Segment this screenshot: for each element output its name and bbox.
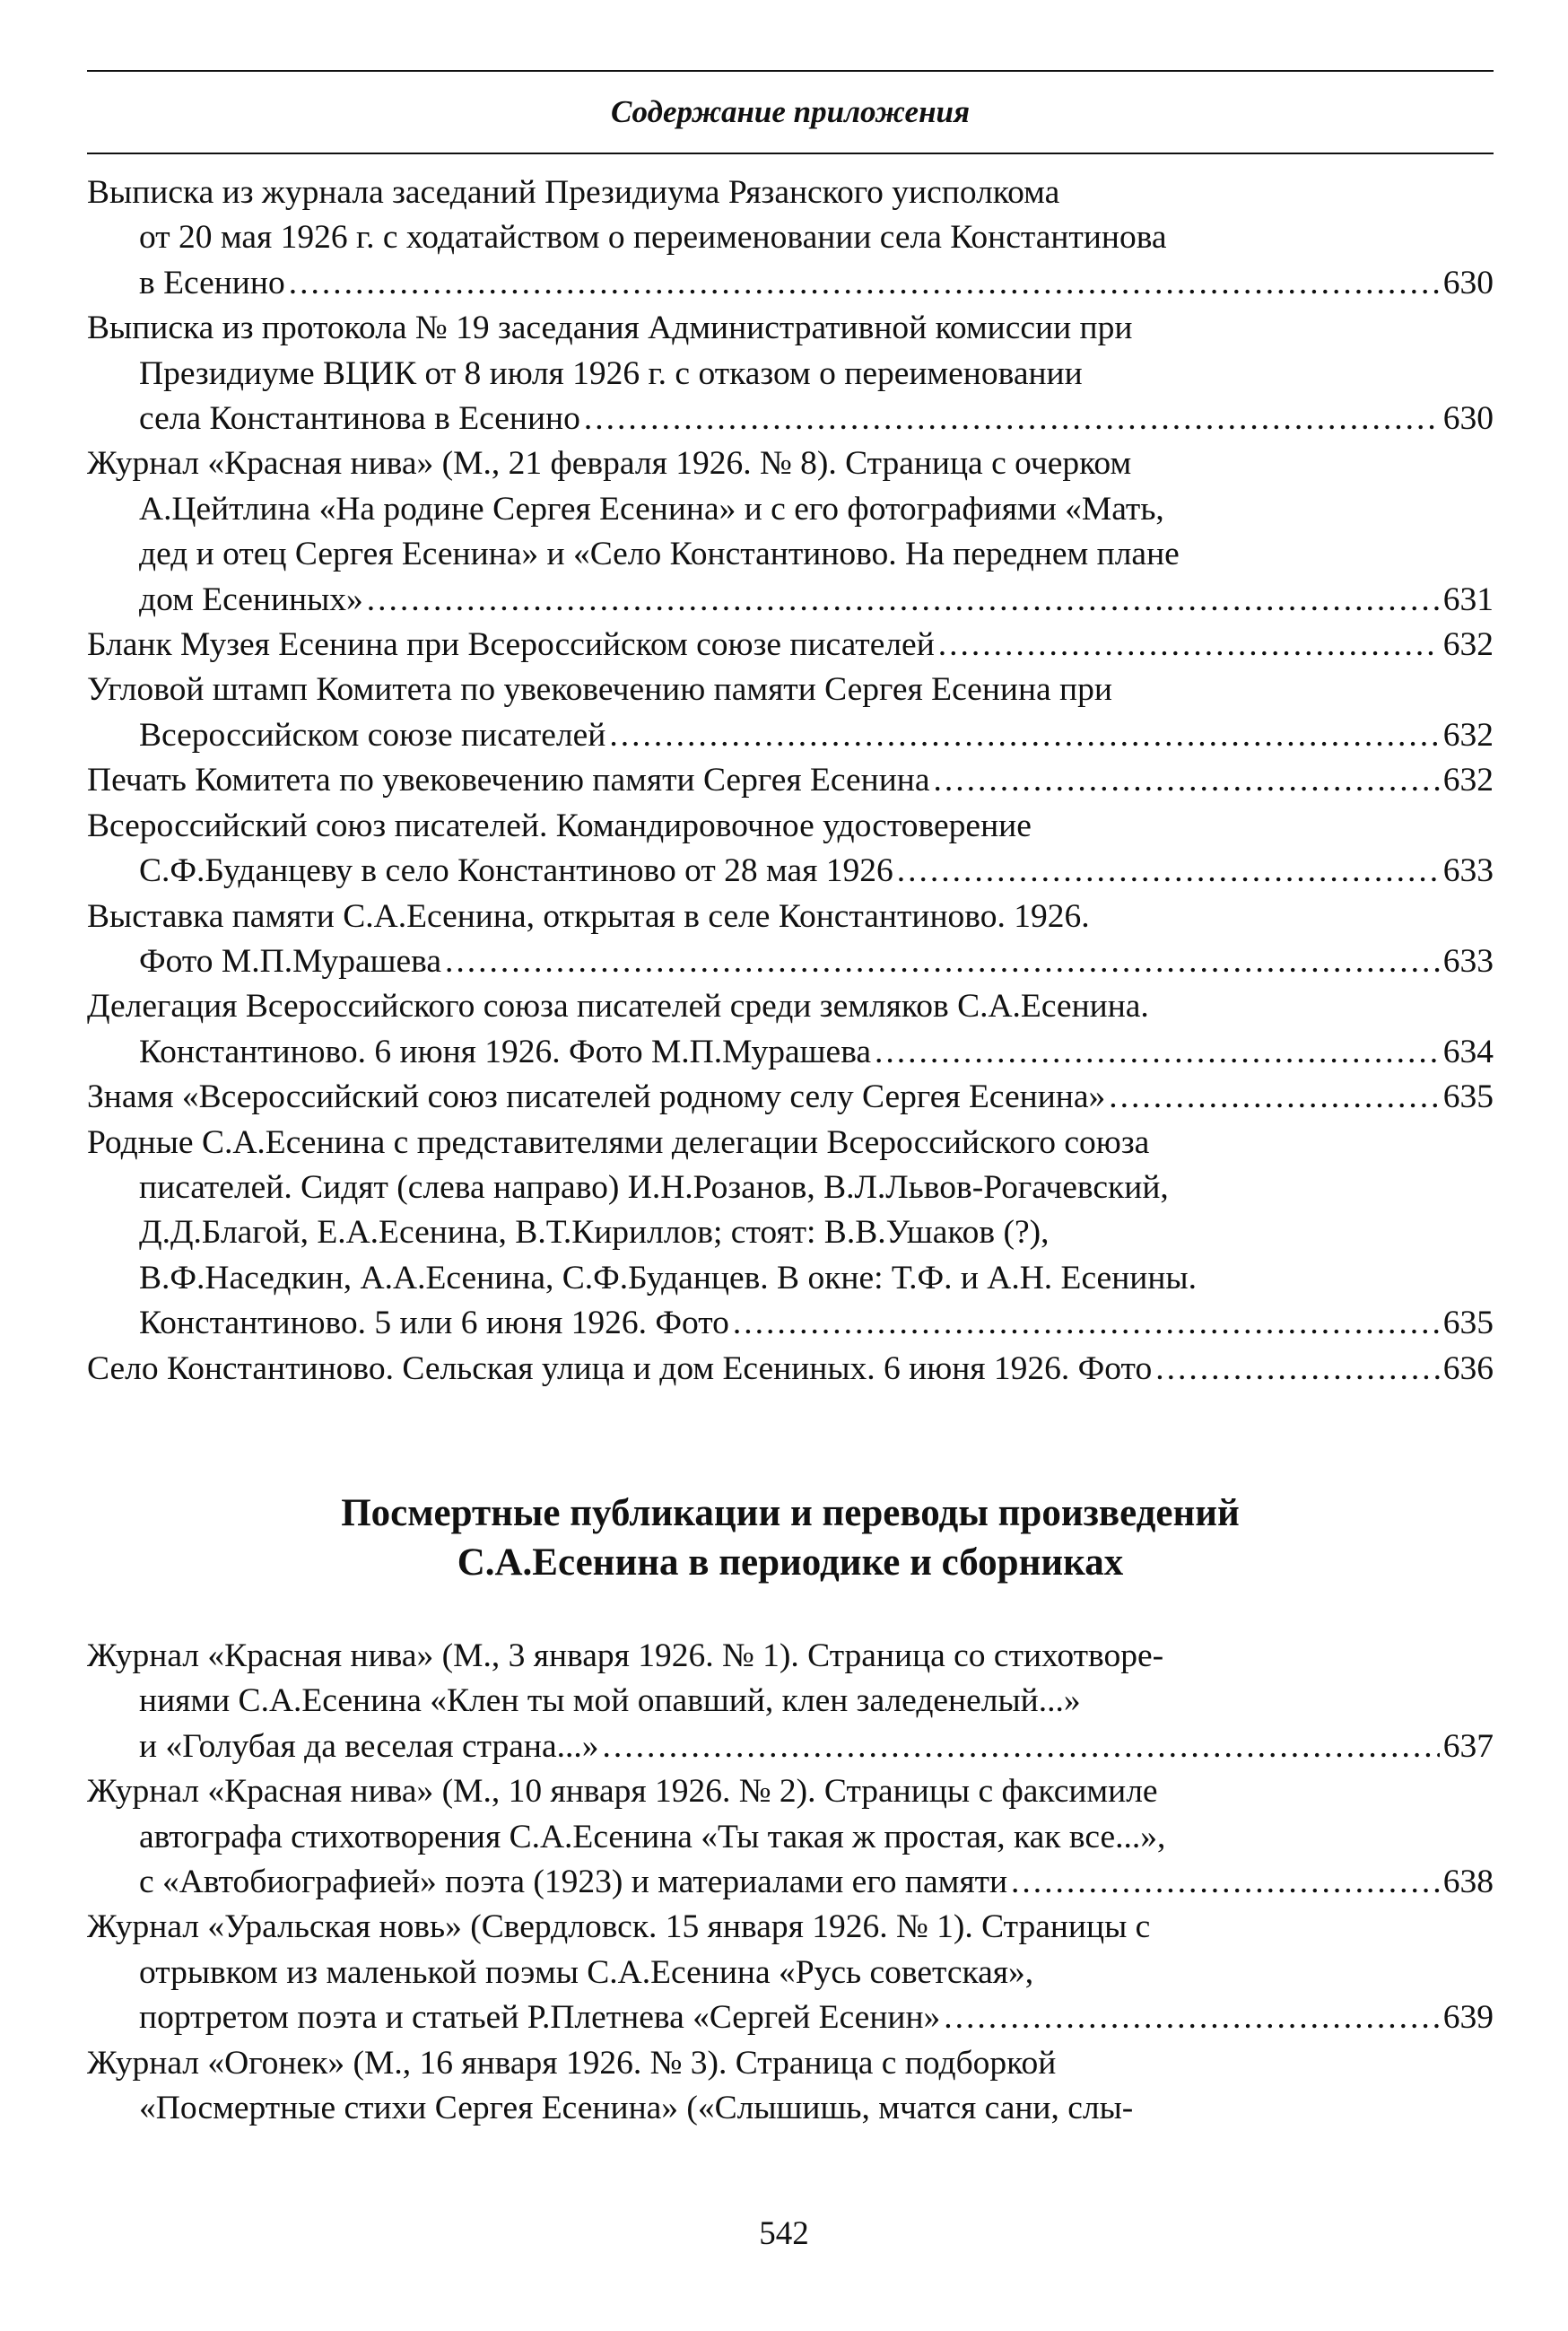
toc-entry-line: писателей. Сидят (слева направо) И.Н.Розанов, В.Л.Львов-Рогачевский, [139,1168,1169,1206]
toc-entry-line: Журнал «Красная нива» (М., 21 февраля 1926. № 8). Страница с очерком [87,445,1132,483]
toc-entry-text: Фото М.П.Мурашева [139,942,442,980]
section-table-of-contents [87,1634,1494,2131]
toc-entry [87,2041,1494,2132]
toc-entry-line: Всероссийский союз писателей. Командировочное удостоверение [87,807,1032,844]
toc-page-number: 632 [1442,762,1494,799]
toc-entry-text: портретом поэта и статьей Р.Плетнева «Сергей Есенин» [139,1999,941,2037]
toc-page-number: 632 [1442,716,1494,754]
toc-entry-line: Угловой штамп Комитета по увековечению памяти Сергея Есенина при [87,671,1112,709]
toc-entry-line: ниями С.А.Есенина «Клен ты мой опавший, клен заледенелый...» [139,1682,1081,1720]
toc-entry [87,984,1494,1075]
toc-entry [87,804,1494,895]
toc-page-number: 635 [1442,1305,1494,1342]
toc-entry-text: села Константинова в Есенино [139,400,580,438]
toc-entry [87,441,1494,623]
toc-entry-line: Выписка из протокола № 19 заседания Административной комиссии при [87,310,1133,347]
toc-entry-line: Журнал «Красная нива» (М., 10 января 1926. № 2). Страницы с факсимиле [87,1773,1158,1811]
dot-leader [445,939,1440,984]
dot-leader [1155,1347,1440,1392]
toc-entry-last-line [87,1995,1494,2040]
dot-leader [1011,1860,1440,1905]
toc-entry-last-line [87,758,1494,803]
toc-entry-text: Константиново. 5 или 6 июня 1926. Фото [139,1305,729,1342]
toc-entry-line: Выставка памяти С.А.Есенина, открытая в селе Константиново. 1926. [87,897,1090,935]
toc-entry-text: Всероссийском союзе писателей [139,716,606,754]
page-number: 542 [759,2215,809,2252]
toc-entry-text: Константиново. 6 июня 1926. Фото М.П.Мурашева [139,1033,872,1070]
toc-entry [87,1634,1494,1769]
toc-entry [87,170,1494,306]
toc-page-number: 639 [1442,1999,1494,2037]
toc-page-number: 630 [1442,264,1494,301]
toc-entry-last-line [87,1075,1494,1120]
toc-page-number: 633 [1442,852,1494,890]
toc-entry-last-line [87,578,1494,623]
toc-entry [87,668,1494,758]
toc-entry-line: Журнал «Уральская новь» (Свердловск. 15 января 1926. № 1). Страницы с [87,1908,1151,1946]
page [87,70,1494,2131]
toc-page-number: 630 [1442,400,1494,438]
toc-entry [87,1769,1494,1905]
toc-page-number: 631 [1442,581,1494,618]
toc-entry-last-line [87,261,1494,306]
toc-page-number: 635 [1442,1078,1494,1116]
toc-entry-line: от 20 мая 1926 г. с ходатайством о переименовании села Константинова [139,219,1167,257]
table-of-contents [87,170,1494,1392]
dot-leader [289,261,1440,306]
toc-entry-last-line [87,849,1494,894]
toc-entry-line: В.Ф.Наседкин, А.А.Есенина, С.Ф.Буданцев. В окне: Т.Ф. и А.Н. Есенины. [139,1259,1197,1296]
dot-leader [603,1724,1440,1769]
toc-entry [87,895,1494,985]
toc-entry-last-line [87,939,1494,984]
toc-entry-text: с «Автобиографией» поэта (1923) и материалами его памяти [139,1864,1008,1900]
toc-entry [87,623,1494,668]
toc-entry-last-line [87,1860,1494,1905]
dot-leader [584,397,1440,441]
toc-entry-text: Печать Комитета по увековечению памяти Сергея Есенина [87,762,930,799]
dot-leader [933,758,1439,803]
toc-page-number: 637 [1442,1727,1494,1765]
toc-entry-last-line [87,397,1494,441]
toc-entry-line: Делегация Всероссийского союза писателей среди земляков С.А.Есенина. [87,988,1149,1026]
toc-entry-line: отрывком из маленькой поэмы С.А.Есенина «Русь советская», [139,1953,1034,1991]
toc-entry-text: и «Голубая да веселая страна...» [139,1727,599,1765]
section-heading-line-2: С.А.Есенина в периодике и сборниках [457,1541,1124,1584]
toc-entry [87,1347,1494,1392]
toc-entry [87,1121,1494,1347]
toc-entry-line: автографа стихотворения С.А.Есенина «Ты такая ж простая, как все...», [139,1818,1166,1855]
toc-entry-line: «Посмертные стихи Сергея Есенина» («Слышишь, мчатся сани, слы- [139,2090,1134,2127]
toc-entry-line: Выписка из журнала заседаний Президиума Рязанского уисполкома [87,174,1060,211]
dot-leader [897,849,1440,894]
toc-page-number: 633 [1442,942,1494,980]
toc-entry [87,1075,1494,1120]
dot-leader [944,1995,1439,2040]
toc-page-number: 638 [1442,1864,1494,1900]
running-header-title: Содержание приложения [610,94,971,129]
dot-leader [367,578,1440,623]
toc-entry-line: Журнал «Красная нива» (М., 3 января 1926. № 1). Страница со стихотворе- [87,1637,1164,1674]
dot-leader [609,713,1439,758]
running-header [87,70,1494,154]
toc-entry-last-line [87,713,1494,758]
toc-entry-line: А.Цейтлина «На родине Сергея Есенина» и с его фотографиями «Мать, [139,490,1164,528]
dot-leader [875,1030,1440,1075]
toc-page-number: 636 [1442,1349,1494,1387]
toc-entry-text: Знамя «Всероссийский союз писателей родному селу Сергея Есенина» [87,1078,1106,1116]
toc-entry-text: в Есенино [139,264,285,301]
dot-leader [733,1301,1440,1346]
toc-entry-last-line [87,1030,1494,1075]
toc-entry-last-line [87,1724,1494,1769]
dot-leader [938,623,1440,668]
section-heading-line-1: Посмертные публикации и переводы произведений [341,1491,1240,1534]
toc-entry [87,1905,1494,2040]
toc-entry-text: Село Константиново. Сельская улица и дом Есениных. 6 июня 1926. Фото [87,1349,1153,1387]
toc-page-number: 634 [1442,1033,1494,1070]
toc-entry-text: дом Есениных» [139,581,363,618]
dot-leader [1109,1075,1439,1120]
toc-entry-line: Родные С.А.Есенина с представителями делегации Всероссийского союза [87,1123,1150,1161]
toc-entry-text: Бланк Музея Есенина при Всероссийском союзе писателей [87,626,935,664]
toc-entry-last-line [87,623,1494,668]
toc-entry-text: С.Ф.Буданцеву в село Константиново от 28 мая 1926 [139,852,893,890]
toc-entry-line: Д.Д.Благой, Е.А.Есенина, В.Т.Кириллов; стоят: В.В.Ушаков (?), [139,1214,1050,1252]
toc-entry [87,758,1494,803]
toc-entry-line: Журнал «Огонек» (М., 16 января 1926. № 3). Страница с подборкой [87,2044,1057,2082]
toc-entry [87,306,1494,441]
toc-page-number: 632 [1442,626,1494,664]
toc-entry-line: дед и отец Сергея Есенина» и «Село Константиново. На переднем плане [139,536,1180,573]
toc-entry-line: Президиуме ВЦИК от 8 июля 1926 г. с отказом о переименовании [139,354,1083,392]
toc-entry-last-line [87,1301,1494,1346]
section-heading [87,1489,1494,1587]
toc-entry-last-line [87,1347,1494,1392]
